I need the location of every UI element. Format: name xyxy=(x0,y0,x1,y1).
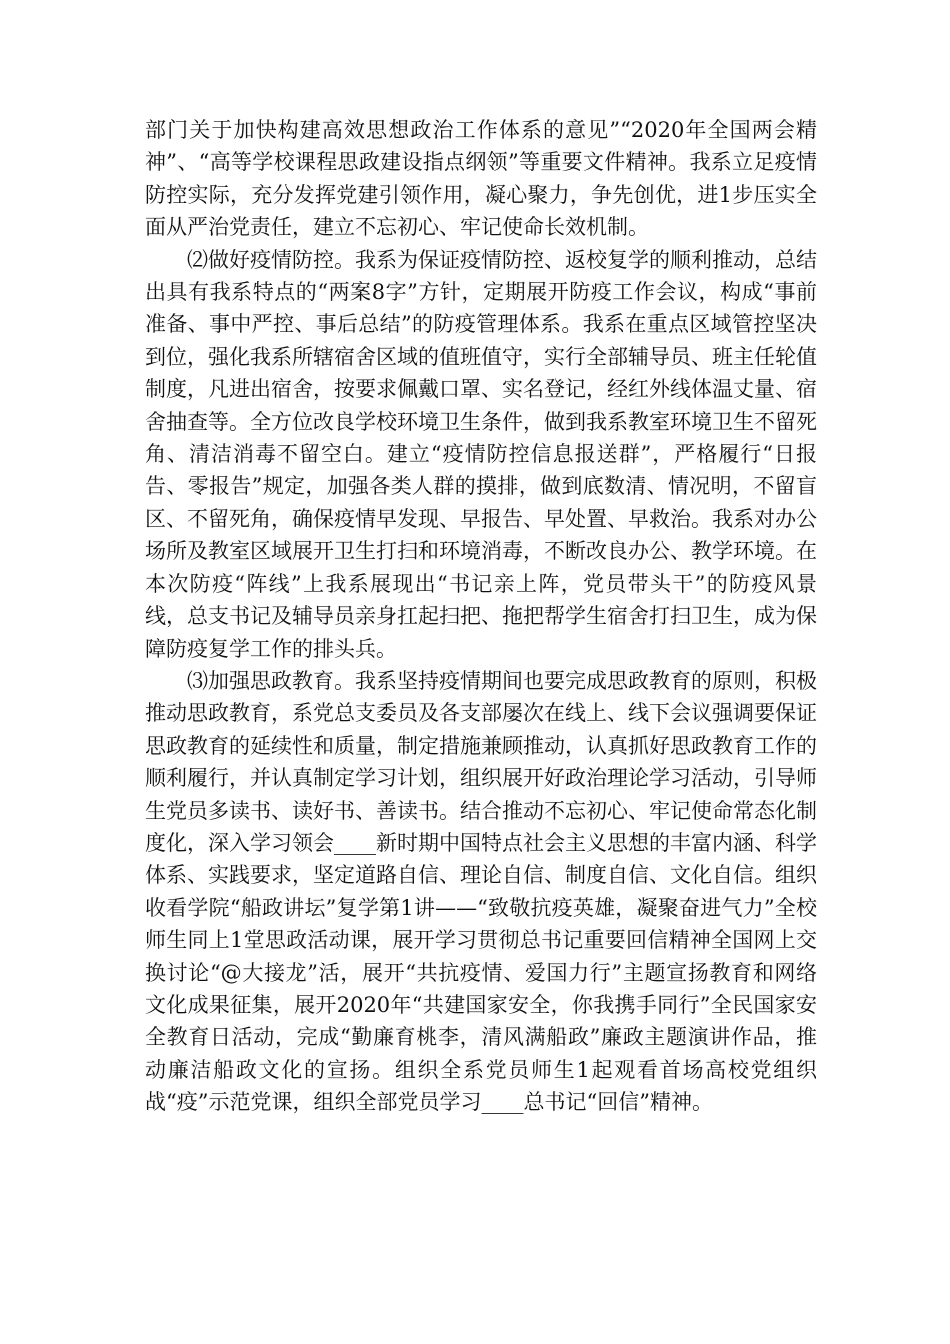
paragraph-1: 部门关于加快构建高效思想政治工作体系的意见”“2020年全国两会精神”、“高等学校课程思政建设指点纲领”等重要文件精神。我系立足疫情防控实际，充分发挥党建引领作用，凝心聚力，争先创优，进1步压实全面从严治党责任，建立不忘初心、牢记使命长效机制。 xyxy=(145,118,817,240)
paragraph-2: ⑵做好疫情防控。我系为保证疫情防控、返校复学的顺利推动，总结出具有我系特点的“两案8字”方针，定期展开防疫工作会议，构成“事前准备、事中严控、事后总结”的防疫管理体系。我系在重点区域管控坚决到位，强化我系所辖宿舍区域的值班值守，实行全部辅导员、班主任轮值制度，凡进出宿舍，按要求佩戴口罩、实名登记，经红外线体温丈量、宿舍抽查等。全方位改良学校环境卫生条件，做到我系教室环境卫生不留死角、清洁消毒不留空白。建立“疫情防控信息报送群”，严格履行“日报告、零报告”规定，加强各类人群的摸排，做到底数清、情况明，不留盲区、不留死角，确保疫情早发现、早报告、早处置、早救治。我系对办公场所及教室区域展开卫生打扫和环境消毒，不断改良办公、教学环境。在本次防疫“阵线”上我系展现出“书记亲上阵，党员带头干”的防疫风景线，总支书记及辅导员亲身扛起扫把、拖把帮学生宿舍打扫卫生，成为保障防疫复学工作的排头兵。 xyxy=(145,247,817,661)
document-page xyxy=(145,114,817,1119)
paragraph-3: ⑶加强思政教育。我系坚持疫情期间也要完成思政教育的原则，积极推动思政教育，系党总支委员及各支部屡次在线上、线下会议强调要保证思政教育的延续性和质量，制定措施兼顾推动，认真抓好思政教育工作的顺利履行，并认真制定学习计划，组织展开好政治理论学习活动，引导师生党员多读书、读好书、善读书。结合推动不忘初心、牢记使命常态化制度化，深入学习领会____新时期中国特点社会主义思想的丰富内涵、科学体系、实践要求，坚定道路自信、理论自信、制度自信、文化自信。组织收看学院“船政讲坛”复学第1讲——“致敬抗疫英雄，凝聚奋进气力”全校师生同上1堂思政活动课，展开学习贯彻总书记重要回信精神全国网上交换讨论“@大接龙”活，展开“共抗疫情、爱国力行”主题宣扬教育和网络文化成果征集，展开2020年“共建国家安全，你我携手同行”全民国家安全教育日活动，完成“勤廉育桃李，清风满船政”廉政主题演讲作品，推动廉洁船政文化的宣扬。组织全系党员师生1起观看首场高校党组织战“疫”示范党课，组织全部党员学习____总书记“回信”精神。 xyxy=(145,668,817,1115)
